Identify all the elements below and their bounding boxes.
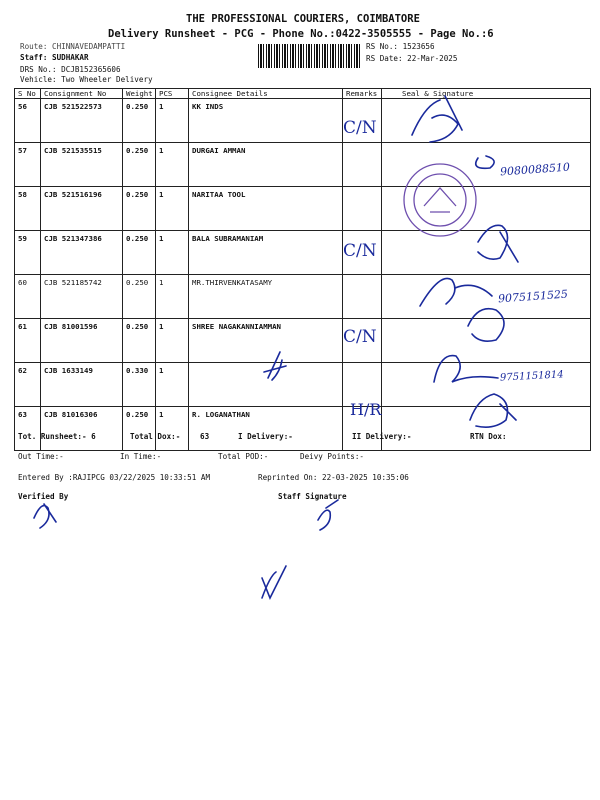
- company-title: THE PROFESSIONAL COURIERS, COIMBATORE: [186, 13, 420, 25]
- staff-signature-label: Staff Signature: [278, 492, 347, 501]
- col-header-pcs: PCS: [156, 89, 189, 99]
- company-seal-stamp: [404, 164, 476, 236]
- signature-60: [420, 278, 492, 306]
- remark-cn-61: C/N: [343, 327, 377, 347]
- vehicle-label: Vehicle: Two Wheeler Delivery: [20, 75, 153, 84]
- cell-pcs: 1: [156, 99, 189, 143]
- out-time-label: Out Time:-: [18, 452, 64, 461]
- verified-by-signature: [34, 504, 56, 528]
- cell-consignee: R. LOGANATHAN: [189, 407, 343, 451]
- total-pod-label: Total POD:-: [218, 452, 269, 461]
- cell-consignee: NARITAA TOOL: [189, 187, 343, 231]
- cell-sno: 57: [15, 143, 41, 187]
- remark-cn-56: C/N: [343, 118, 377, 138]
- cell-pcs: 1: [156, 363, 189, 407]
- rtn-dox-label: RTN Dox:: [470, 432, 507, 441]
- rs-number: RS No.: 1523656: [366, 42, 435, 51]
- cell-weight: 0.250: [123, 187, 156, 231]
- cell-weight: 0.250: [123, 407, 156, 451]
- route-label: Route: CHINNAVEDAMPATTI: [20, 42, 126, 51]
- cell-weight: 0.330: [123, 363, 156, 407]
- cell-consignee: SHREE NAGAKANNIAMMAN: [189, 319, 343, 363]
- signature-59: [478, 225, 518, 262]
- total-runsheet: Tot. Runsheet:- 6: [18, 432, 96, 441]
- cell-sno: 60: [15, 275, 41, 319]
- signature-56: [412, 96, 462, 142]
- cell-sno: 61: [15, 319, 41, 363]
- handwritten-phone-60: 9075151525: [497, 287, 569, 306]
- cell-consignment: CJB 521522573: [41, 99, 123, 143]
- col-header-remarks: Remarks: [343, 89, 382, 99]
- cell-consignment: CJB 521535515: [41, 143, 123, 187]
- cell-pcs: 1: [156, 231, 189, 275]
- cell-consignment: CJB 521347386: [41, 231, 123, 275]
- company-seal-inner: [414, 174, 466, 226]
- staff-label: Staff: SUDHAKAR: [20, 53, 89, 62]
- ii-delivery-label: II Delivery:-: [352, 432, 412, 441]
- handwritten-phone-57: 9080088510: [499, 160, 571, 179]
- handwritten-phone-62: 9751151814: [499, 369, 564, 384]
- cell-consignment: CJB 81001596: [41, 319, 123, 363]
- delivery-points-label: Deivy Points:-: [300, 452, 365, 461]
- cell-consignee: KK INDS: [189, 99, 343, 143]
- cell-pcs: 1: [156, 275, 189, 319]
- staff-signature-mark: [318, 500, 338, 530]
- cell-consignee: DURGAI AMMAN: [189, 143, 343, 187]
- total-dox-label: Total Dox:-: [130, 432, 181, 441]
- signature-57: [476, 156, 494, 168]
- rs-date: RS Date: 22-Mar-2025: [366, 54, 458, 63]
- signature-63: [470, 394, 516, 427]
- cell-consignment: CJB 521185742: [41, 275, 123, 319]
- reprinted-on: Reprinted On: 22-03-2025 10:35:06: [258, 473, 409, 482]
- col-header-consignment: Consignment No: [41, 89, 123, 99]
- cell-consignment: CJB 1633149: [41, 363, 123, 407]
- remark-cn-59: C/N: [343, 241, 377, 261]
- cell-sno: 58: [15, 187, 41, 231]
- verified-by-label: Verified By: [18, 492, 69, 501]
- cell-weight: 0.250: [123, 275, 156, 319]
- seal-emblem-icon: [424, 188, 456, 212]
- cell-pcs: 1: [156, 143, 189, 187]
- col-header-consignee: Consignee Details: [189, 89, 343, 99]
- i-delivery-label: I Delivery:-: [238, 432, 293, 441]
- cell-pcs: 1: [156, 187, 189, 231]
- consignee-sign-62: [264, 352, 286, 380]
- cell-consignment: CJB 521516196: [41, 187, 123, 231]
- signature-61: [468, 309, 504, 341]
- extra-signature-mark: [262, 566, 286, 598]
- cell-weight: 0.250: [123, 143, 156, 187]
- col-header-signature: Seal & Signature: [382, 89, 591, 99]
- in-time-label: In Time:-: [120, 452, 162, 461]
- cell-sno: 56: [15, 99, 41, 143]
- cell-consignee: MR.THIRVENKATASAMY: [189, 275, 343, 319]
- col-header-weight: Weight: [123, 89, 156, 99]
- entered-by: Entered By :RAJIPCG 03/22/2025 10:33:51 AM: [18, 473, 211, 482]
- cell-pcs: 1: [156, 319, 189, 363]
- cell-consignment: CJB 81016306: [41, 407, 123, 451]
- total-dox-value: 63: [200, 432, 210, 441]
- col-header-sno: S No: [15, 89, 41, 99]
- cell-weight: 0.250: [123, 231, 156, 275]
- cell-weight: 0.250: [123, 99, 156, 143]
- cell-consignee: BALA SUBRAMANIAM: [189, 231, 343, 275]
- cell-sno: 63: [15, 407, 41, 451]
- runsheet-subtitle: Delivery Runsheet - PCG - Phone No.:0422-3505555 - Page No.:6: [108, 28, 494, 40]
- cell-sno: 62: [15, 363, 41, 407]
- cell-pcs: 1: [156, 407, 189, 451]
- cell-weight: 0.250: [123, 319, 156, 363]
- cell-sno: 59: [15, 231, 41, 275]
- remark-hr-63: H/R: [350, 400, 382, 419]
- signature-62: [434, 356, 498, 382]
- drs-number: DRS No.: DCJB152365606: [20, 65, 121, 74]
